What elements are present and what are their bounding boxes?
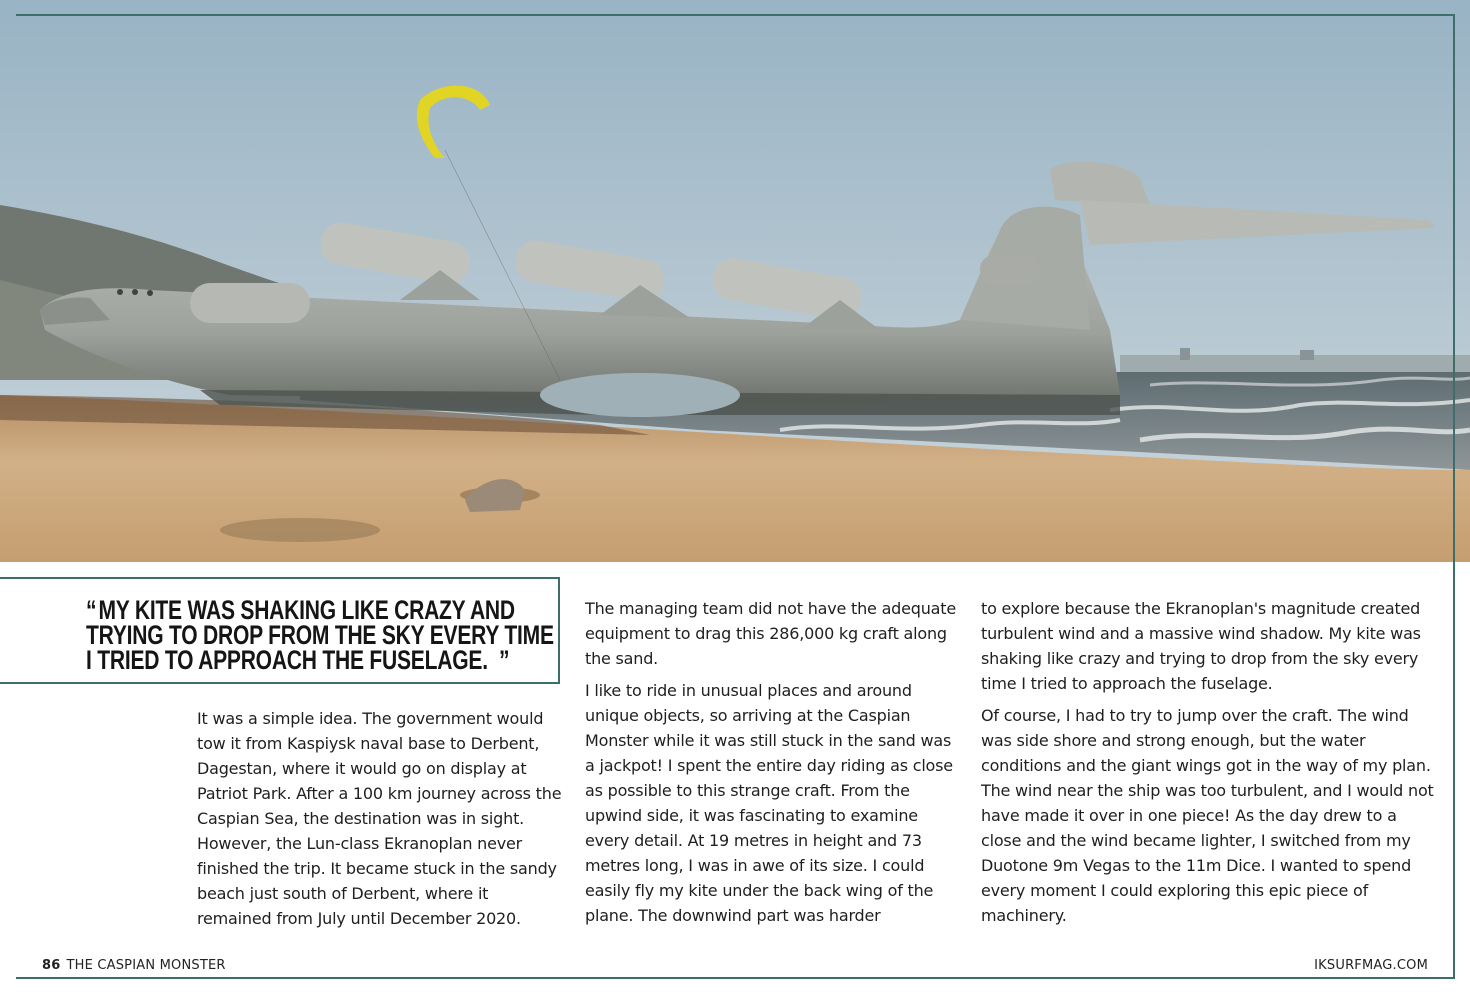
float — [540, 373, 740, 417]
paragraph: The managing team did not have the adequate equipment to drag this 286,000 kg craft along the sand. — [585, 599, 957, 668]
paragraph: It was a simple idea. The government would tow it from Kaspiysk naval base to Derbent, Dagestan, where it would go on display at Patriot Park. After a 100 km journey across the Caspian Sea, the destination was in sight. However, the Lun-class Ekranoplan never finished the trip. It became stuck in the sandy beach just south of Derbent, where it remained from July until December 2020. — [197, 709, 562, 928]
section-title: THE CASPIAN MONSTER — [66, 958, 226, 973]
article-column-2 — [585, 596, 960, 935]
page-number: 86 — [42, 958, 61, 973]
paragraph: Of course, I had to try to jump over the craft. The wind was side shore and strong enough, but the water conditions and the giant wings got in the way of my plan. The wind near the ship was too turbulent, and I would not have made it over in one piece! As the day drew to a close and the wind became lighter, I switched from my Duotone 9m Vegas to the 11m Dice. I wanted to spend every moment I could exploring this epic piece of machinery. — [981, 706, 1434, 925]
article-column-1 — [197, 706, 567, 938]
footer-site-link[interactable]: IKSURFMAG.COM — [1314, 958, 1428, 973]
quote-text: MY KITE WAS SHAKING LIKE CRAZY AND TRYING TO DROP FROM THE SKY EVERY TIME I TRIED TO APPROACH THE FUSELAGE. — [86, 595, 554, 675]
paragraph: to explore because the Ekranoplan's magnitude created turbulent wind and a massive wind shadow. My kite was shaking like crazy and trying to drop from the sky every time I tried to approach the fuselage. — [981, 599, 1421, 693]
quote-open-mark: “ — [86, 595, 97, 625]
frame-bottom-line — [16, 977, 1455, 979]
quote-close-mark: ” — [499, 645, 510, 675]
article-column-3 — [981, 596, 1436, 935]
frame-right-line — [1453, 14, 1455, 979]
pull-quote — [86, 595, 554, 675]
footer-left — [42, 958, 226, 973]
frame-top-line — [16, 14, 1455, 16]
paragraph: I like to ride in unusual places and around unique objects, so arriving at the Caspian Monster while it was still stuck in the sand was a jackpot! I spent the entire day riding as close as possible to this strange craft. From the upwind side, it was fascinating to examine every detail. At 19 metres in height and 73 metres long, I was in awe of its size. I could easily fly my kite under the back wing of the plane. The downwind part was harder — [585, 681, 953, 925]
